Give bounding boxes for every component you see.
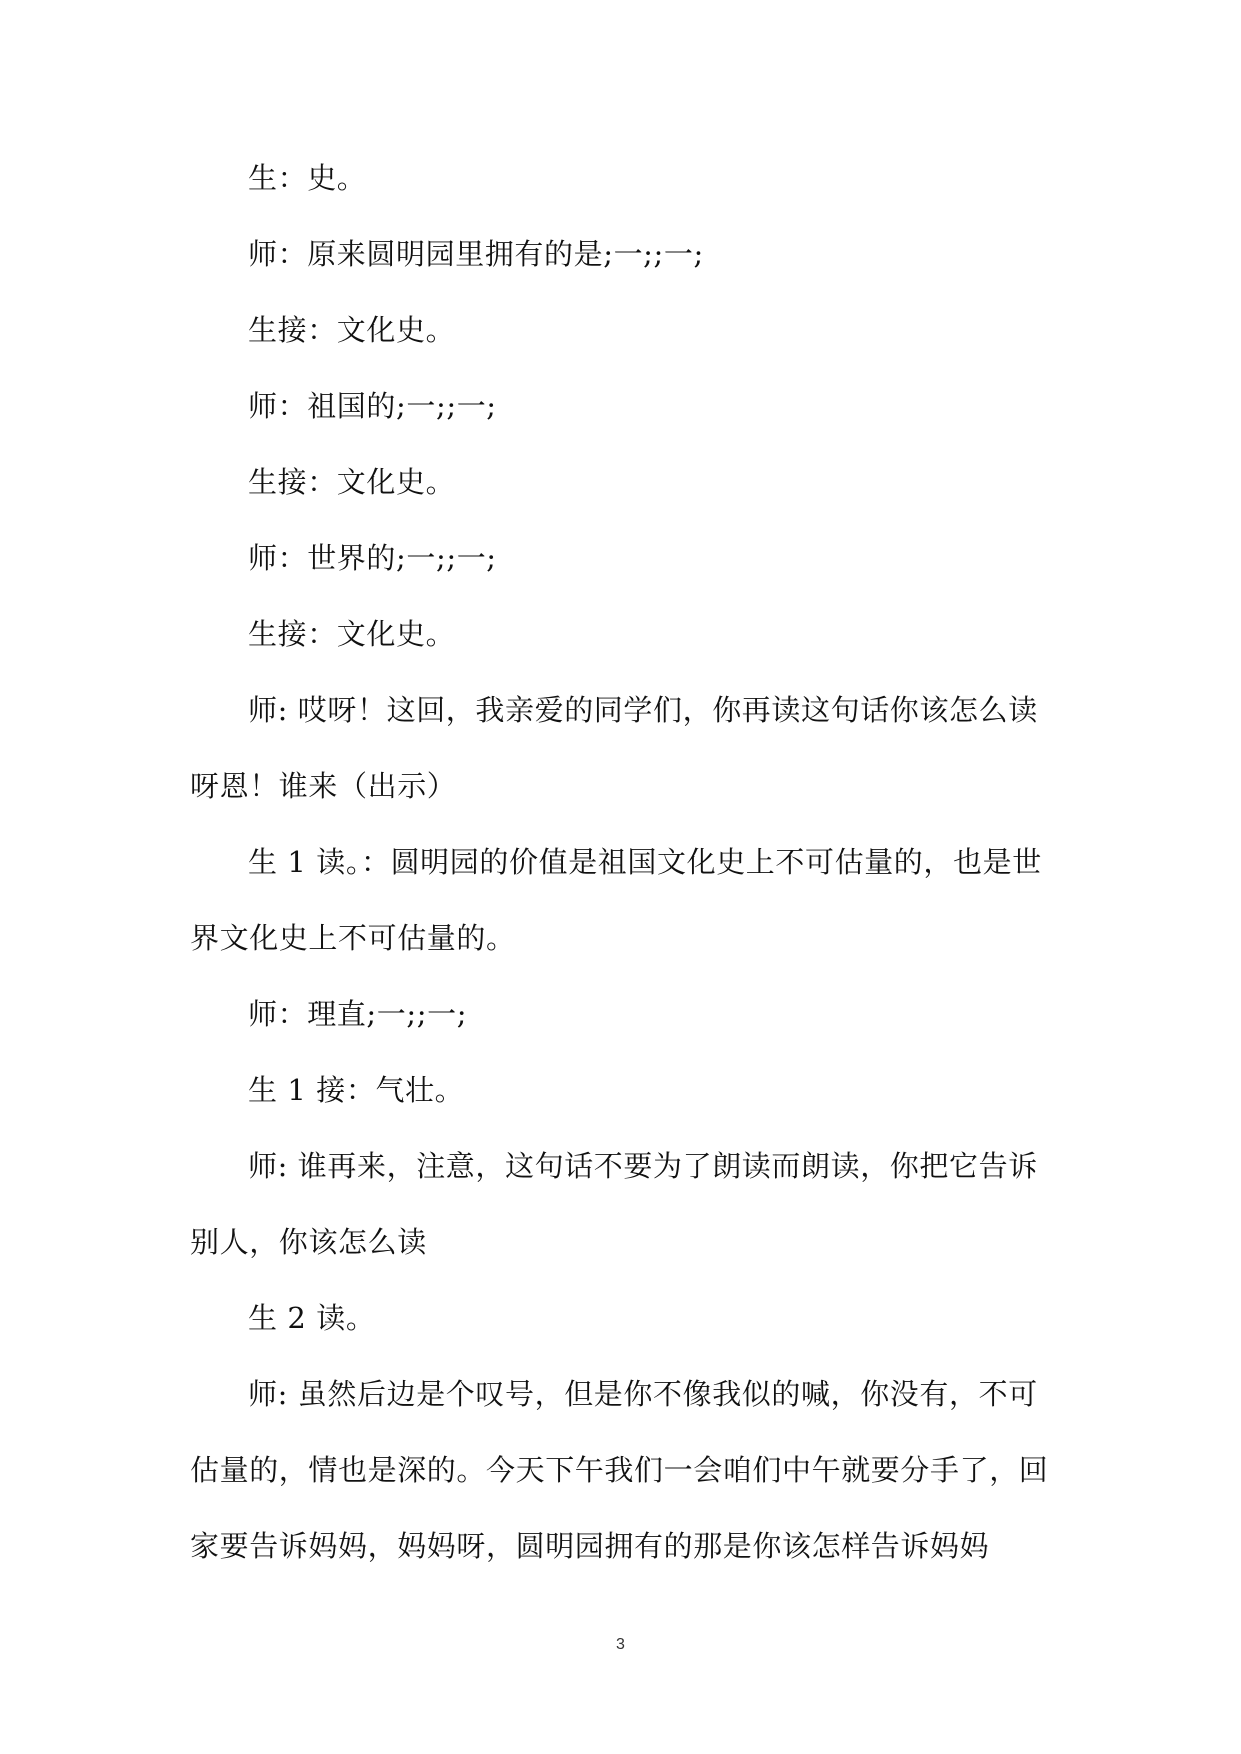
paragraph: 生接：文化史。 — [248, 617, 456, 651]
paragraph: 生 1 读。：圆明园的价值是祖国文化史上不可估量的，也是世界文化史上不可估量的。 — [190, 845, 1042, 955]
paragraph: 师：世界的;一;;一; — [248, 541, 497, 575]
paragraph: 生：史。 — [248, 161, 367, 195]
page-number: 3 — [616, 1636, 625, 1653]
paragraph: 生接：文化史。 — [248, 465, 456, 499]
paragraph: 生 1 接：气壮。 — [248, 1073, 465, 1107]
paragraph: 师: 谁再来，注意，这句话不要为了朗读而朗读，你把它告诉别人，你该怎么读 — [190, 1149, 1038, 1259]
body-text — [190, 140, 1060, 1584]
paragraph: 师：理直;一;;一; — [248, 997, 468, 1031]
paragraph: 生 2 读。 — [248, 1301, 376, 1335]
paragraph: 师: 虽然后边是个叹号，但是你不像我似的喊，你没有，不可估量的，情也是深的。今天下午我们一会咱们中午就要分手了，回家要告诉妈妈，妈妈呀，圆明园拥有的那是你该怎样告诉妈妈 — [190, 1377, 1049, 1563]
paragraph: 师：祖国的;一;;一; — [248, 389, 497, 423]
paragraph: 生接：文化史。 — [248, 313, 456, 347]
paragraph: 师：原来圆明园里拥有的是;一;;一; — [248, 237, 704, 271]
paragraph: 师: 哎呀！这回，我亲爱的同学们，你再读这句话你该怎么读呀恩！谁来（出示） — [190, 693, 1038, 803]
